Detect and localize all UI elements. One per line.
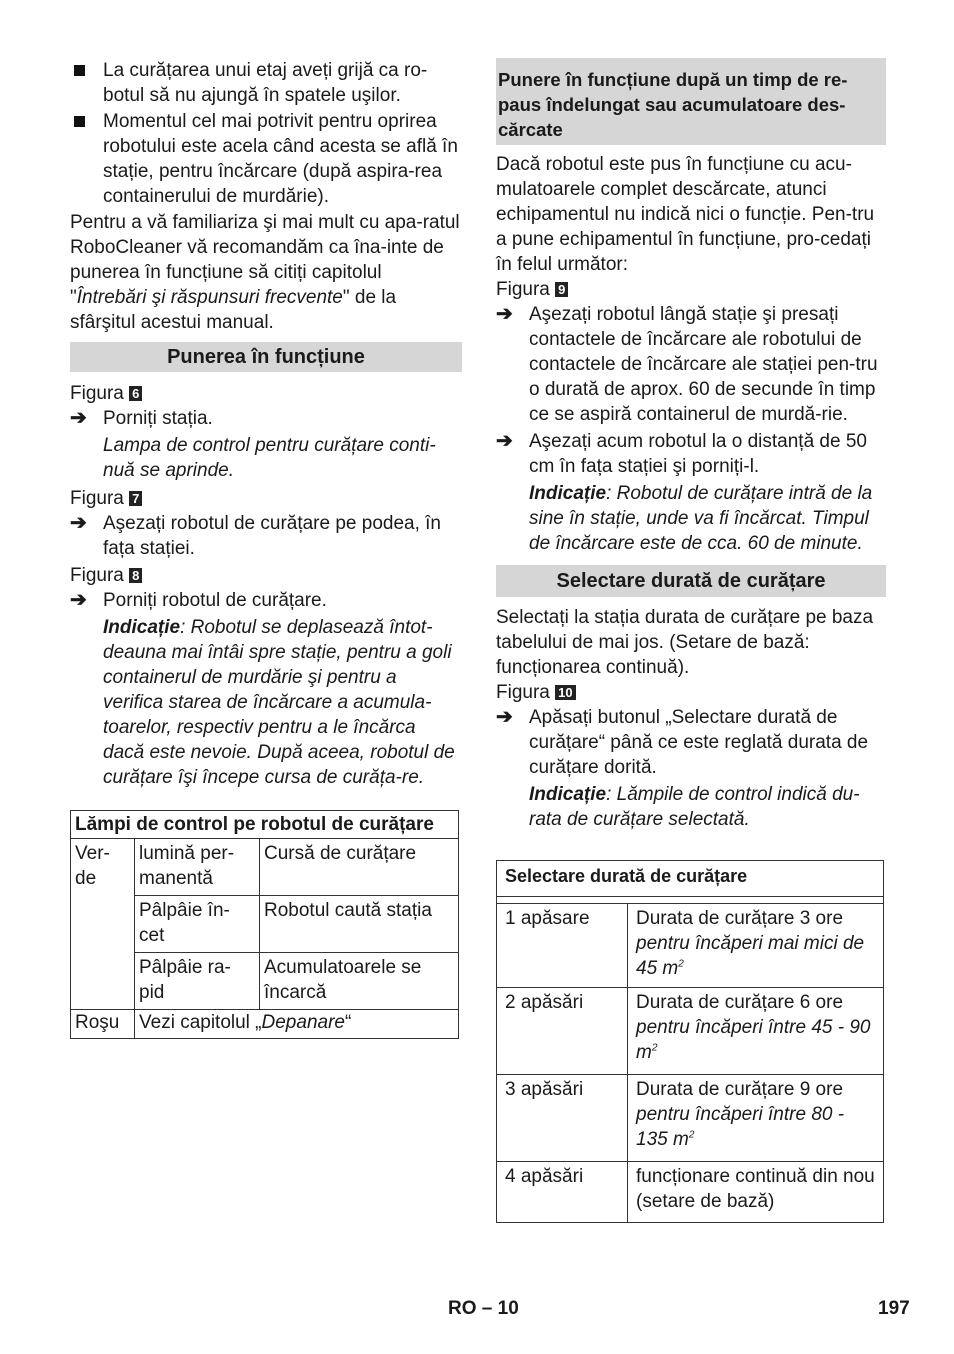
figure-number-badge: 8: [129, 568, 142, 583]
figure-ref-6: Figura 6: [70, 381, 462, 406]
footer-language-page: RO – 10: [448, 1298, 519, 1319]
section-heading-repaus: Punere în funcțiune după un timp de re-paus îndelungat sau acumulatoare des-cărcate: [496, 58, 886, 145]
table-title: Selectare durată de curățare: [497, 861, 884, 897]
table-row: [497, 988, 884, 1075]
table-row: [497, 1075, 884, 1162]
bullet-item: La curățarea unui etaj aveți grijă ca ro-botul să nu ajungă în spatele uşilor.: [70, 58, 462, 108]
paragraph: Selectați la stația durata de curățare pe baza tabelului de mai jos. (Setare de bază: funcționarea continuă).: [496, 607, 874, 678]
table-cell: 3 apăsări: [497, 1075, 628, 1162]
page-number: 197: [878, 1298, 910, 1319]
table-cell: Durata de curățare 3 ore pentru încăperi mai mici de 45 $m^2$: [628, 904, 884, 988]
table-cell: Durata de curățare 6 ore pentru încăperi între 45 - 90 $m^2$: [628, 988, 884, 1075]
table-cell: Ver-de: [71, 839, 135, 1010]
table-cell: Roşu: [71, 1010, 135, 1039]
table-row: [497, 1162, 884, 1223]
table-cell: Robotul caută stația: [260, 896, 459, 953]
figure-ref-10: Figura 10: [496, 680, 886, 705]
left-column: [70, 58, 462, 1039]
control-lamps-table: [70, 810, 459, 1039]
figure-ref-7: Figura 7: [70, 486, 462, 511]
paragraph: Dacă robotul este pus în funcțiune cu acu-mulatoarele complet descărcate, atunci echipamentul nu indică nici o funcție. Pen-tru a pune echipamentul în funcțiune, pro-cedați în felul următor:: [496, 154, 875, 275]
table-cell: Acumulatoarele se încarcă: [260, 953, 459, 1010]
figure-number-badge: 10: [555, 685, 575, 700]
table-cell: Vezi capitolul „Depanare“: [135, 1010, 459, 1039]
right-column: [496, 58, 886, 1223]
step-note: Indicație: Lămpile de control indică du-rata de curățare selectată.: [529, 784, 860, 830]
table-row: [497, 904, 884, 988]
step-note: Indicație: Robotul de curățare intră de la sine în stație, unde va fi încărcat. Timpul de încărcare este de cca. 60 de minute.: [529, 483, 873, 554]
intro-paragraph: Pentru a vă familiariza şi mai mult cu apa-ratul RoboCleaner vă recomandăm ca îna-inte de punerea în funcțiune să citiți capitolul "Întrebări şi răspunsuri frecvente" de la sfârşitul acestui manual.: [70, 212, 460, 333]
table-cell: Pâlpâie în-cet: [135, 896, 260, 953]
arrow-right-icon: ➔: [70, 407, 87, 429]
figure-number-badge: 7: [129, 491, 142, 506]
instruction-step: ➔ Aşezați acum robotul la o distanță de 50 cm în fața stației şi porniți-l.: [496, 430, 867, 477]
figure-number-badge: 6: [129, 386, 142, 401]
table-spacer: [497, 897, 884, 904]
step-note: Lampa de control pentru curățare conti-nuă se aprinde.: [103, 435, 436, 481]
instruction-step: ➔ Aşezați robotul lângă stație şi presați contactele de încărcare ale robotului de contactele de încărcare ale stației pen-tru o durată de aprox. 60 de secunde în timp ce se aspiră containerul de murdă-rie.: [496, 303, 878, 425]
square-bullet-icon: [74, 65, 85, 76]
table-cell: Pâlpâie ra-pid: [135, 953, 260, 1010]
arrow-right-icon: ➔: [496, 303, 513, 325]
table-cell: Cursă de curățare: [260, 839, 459, 896]
figure-ref-8: Figura 8: [70, 563, 462, 588]
section-heading-selectare: Selectare durată de curățare: [496, 565, 886, 597]
duration-table: [496, 860, 884, 1223]
instruction-step: ➔ Porniți stația.: [70, 407, 213, 429]
arrow-right-icon: ➔: [496, 430, 513, 452]
bullet-item: Momentul cel mai potrivit pentru oprirea robotului este acela când acesta se află în stație, pentru încărcare (după aspira-rea containerului de murdărie).: [70, 109, 462, 209]
figure-number-badge: 9: [555, 282, 568, 297]
table-cell: funcționare continuă din nou (setare de bază): [628, 1162, 884, 1223]
arrow-right-icon: ➔: [70, 589, 87, 611]
arrow-right-icon: ➔: [496, 706, 513, 728]
table-row: [71, 1010, 459, 1039]
instruction-step: ➔ Aşezați robotul de curățare pe podea, în fața stației.: [70, 512, 442, 559]
square-bullet-icon: [74, 116, 85, 127]
section-heading-punerea: Punerea în funcțiune: [70, 342, 462, 372]
figure-ref-9: Figura 9: [496, 277, 886, 302]
table-cell: 2 apăsări: [497, 988, 628, 1075]
table-title: Lămpi de control pe robotul de curățare: [71, 811, 459, 839]
table-row: [71, 839, 459, 896]
instruction-step: ➔ Porniți robotul de curățare.: [70, 589, 327, 611]
instruction-step: ➔ Apăsați butonul „Selectare durată de curățare“ până ce este reglată durata de curățare dorită.: [496, 706, 869, 778]
step-note: Indicație: Robotul se deplasează întot-deauna mai întâi spre stație, pentru a goli containerul de murdărie şi pentru a verifica starea de încărcare a acumula-toarelor, respectiv pentru a le încărca dacă este nevoie. După aceea, robotul de curățare îşi începe cursa de curăța-re.: [103, 617, 455, 788]
arrow-right-icon: ➔: [70, 512, 87, 534]
table-cell: 4 apăsări: [497, 1162, 628, 1223]
table-cell: Durata de curățare 9 ore pentru încăperi între 80 - 135 $m^2$: [628, 1075, 884, 1162]
table-cell: lumină per-manentă: [135, 839, 260, 896]
table-cell: 1 apăsare: [497, 904, 628, 988]
